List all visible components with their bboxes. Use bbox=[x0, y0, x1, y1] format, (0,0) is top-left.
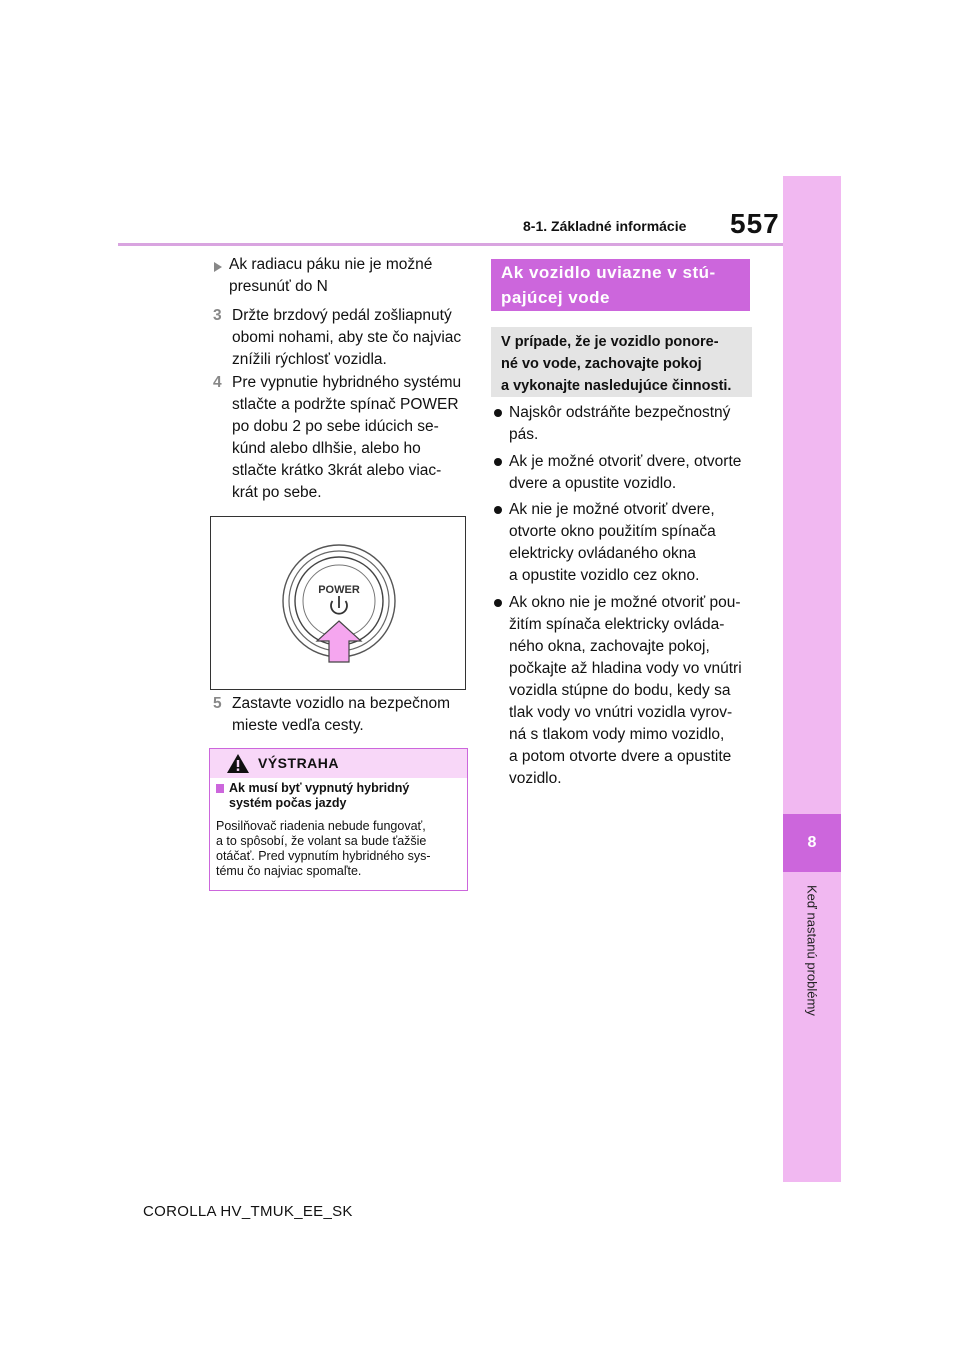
bullet-item bbox=[509, 499, 716, 587]
warning-subtitle bbox=[229, 781, 464, 811]
step-line: Zastavte vozidlo na bezpečnom bbox=[232, 695, 450, 712]
sub-item-line: Ak radiacu páku nie je možné bbox=[229, 256, 433, 273]
warning-text-line: Posilňovač riadenia nebude fungovať, bbox=[216, 819, 426, 833]
step-line: Držte brzdový pedál zošliapnutý bbox=[232, 307, 452, 324]
sub-item-line: presunúť do N bbox=[229, 278, 328, 295]
bullet-line: žitím spínača elektricky ovláda- bbox=[509, 616, 725, 633]
intro-line: né vo vode, zachovajte pokoj bbox=[501, 356, 702, 372]
warning-text-line: tému čo najviac spomaľte. bbox=[216, 864, 362, 878]
bullet-icon bbox=[494, 458, 502, 466]
step-line: stlačte krátko 3krát alebo viac- bbox=[232, 462, 442, 479]
warning-title: VÝSTRAHA bbox=[258, 755, 340, 771]
warning-text bbox=[216, 819, 466, 879]
step-line: Pre vypnutie hybridného systému bbox=[232, 374, 462, 391]
power-label: POWER bbox=[318, 584, 360, 596]
triangle-bullet-icon bbox=[214, 262, 222, 272]
square-bullet-icon bbox=[216, 784, 224, 793]
bullet-item bbox=[509, 451, 741, 495]
bullet-line: počkajte až hladina vody vo vnútri bbox=[509, 660, 742, 677]
bullet-line: Ak je možné otvoriť dvere, otvorte bbox=[509, 453, 742, 470]
warning-triangle-icon bbox=[226, 753, 250, 774]
bullet-line: otvorte okno použitím spínača bbox=[509, 523, 716, 540]
bullet-line: Najskôr odstráňte bezpečnostný bbox=[509, 404, 731, 421]
bullet-item bbox=[509, 402, 730, 446]
section-heading-line: pajúcej vode bbox=[501, 288, 610, 307]
step-line: krát po sebe. bbox=[232, 484, 322, 501]
bullet-icon bbox=[494, 599, 502, 607]
bullet-line: pás. bbox=[509, 426, 539, 443]
step-line: znížili rýchlosť vozidla. bbox=[232, 351, 387, 368]
step-number: 4 bbox=[213, 374, 222, 391]
power-switch-diagram bbox=[211, 517, 465, 689]
bullet-line: a opustite vozidlo cez okno. bbox=[509, 567, 700, 584]
step-line: obomi nohami, aby ste čo najviac bbox=[232, 329, 462, 346]
chapter-number: 8 bbox=[783, 814, 841, 872]
warning-subtitle-line: systém počas jazdy bbox=[229, 796, 347, 810]
step-4-text bbox=[232, 372, 461, 504]
bullet-line: ná s tlakom vody mimo vozidlo, bbox=[509, 726, 725, 743]
step-line: kúnd alebo dlhšie, alebo ho bbox=[232, 440, 421, 457]
page-number: 557 bbox=[730, 208, 780, 239]
step-number: 5 bbox=[213, 695, 222, 712]
bullet-line: a potom otvorte dvere a opustite bbox=[509, 748, 732, 765]
bullet-line: tlak vody vo vnútri vozidla vyrov- bbox=[509, 704, 733, 721]
section-heading-line: Ak vozidlo uviazne v stú- bbox=[501, 263, 716, 282]
bullet-item bbox=[509, 592, 742, 790]
step-line: stlačte a podržte spínač POWER bbox=[232, 396, 459, 413]
warning-text-line: otáčať. Pred vypnutím hybridného sys- bbox=[216, 849, 431, 863]
warning-subtitle-line: Ak musí byť vypnutý hybridný bbox=[229, 781, 410, 795]
step-number: 3 bbox=[213, 307, 222, 324]
step-5-text bbox=[232, 693, 450, 737]
bullet-line: vozidla stúpne do bodu, kedy sa bbox=[509, 682, 731, 699]
step-line: po dobu 2 po sebe idúcich se- bbox=[232, 418, 439, 435]
bullet-line: dvere a opustite vozidlo. bbox=[509, 475, 677, 492]
chapter-label: Keď nastanú problémy bbox=[804, 885, 820, 1016]
bullet-line: Ak okno nie je možné otvoriť pou- bbox=[509, 594, 741, 611]
bullet-icon bbox=[494, 409, 502, 417]
section-title: 8-1. Základné informácie bbox=[523, 218, 687, 234]
bullet-line: ného okna, zachovajte pokoj, bbox=[509, 638, 710, 655]
bullet-icon bbox=[494, 506, 502, 514]
section-heading bbox=[491, 259, 750, 311]
intro-line: a vykonajte nasledujúce činnosti. bbox=[501, 378, 732, 394]
power-button-illustration bbox=[210, 516, 466, 690]
header-rule bbox=[118, 243, 783, 246]
warning-text-line: a to spôsobí, že volant sa bude ťažšie bbox=[216, 834, 427, 848]
step-3-text bbox=[232, 305, 461, 371]
intro-line: V prípade, že je vozidlo ponore- bbox=[501, 334, 719, 350]
document-footer: COROLLA HV_TMUK_EE_SK bbox=[143, 1203, 353, 1220]
intro-box bbox=[491, 327, 752, 397]
sub-item-heading bbox=[229, 254, 432, 298]
step-line: mieste vedľa cesty. bbox=[232, 717, 364, 734]
bullet-line: Ak nie je možné otvoriť dvere, bbox=[509, 501, 715, 518]
bullet-line: elektricky ovládaného okna bbox=[509, 545, 696, 562]
bullet-line: vozidlo. bbox=[509, 770, 562, 787]
